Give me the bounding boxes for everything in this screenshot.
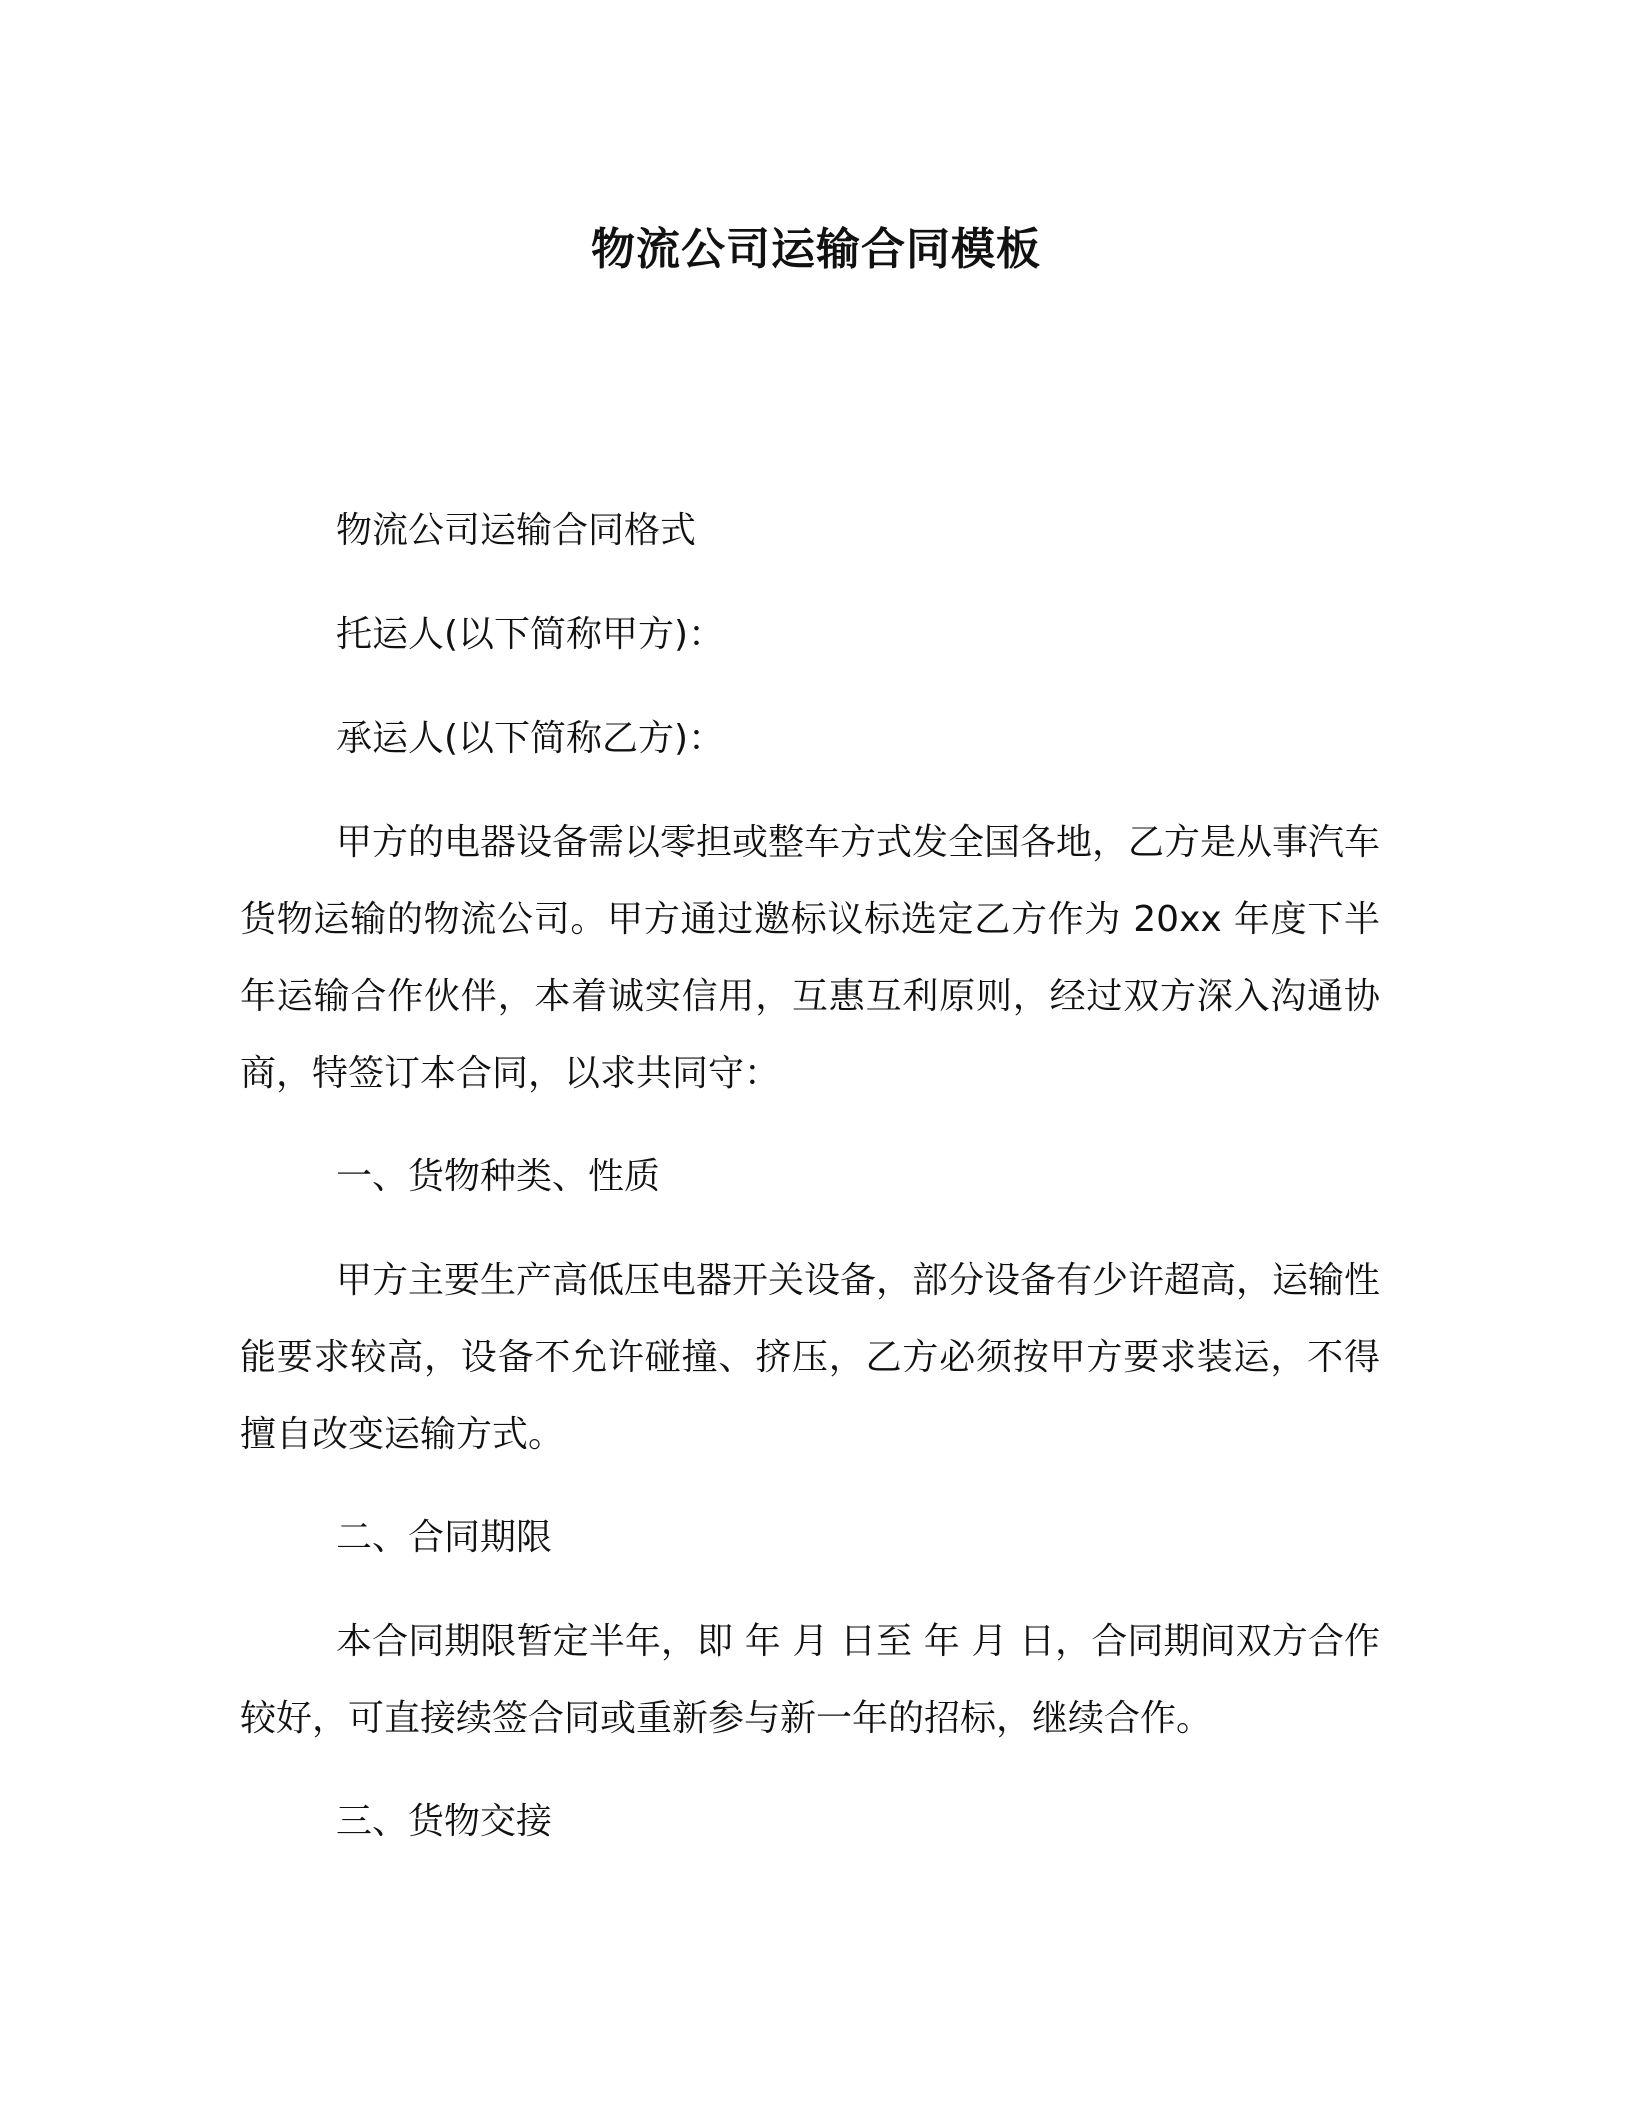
section-heading-contract-term: 二、合同期限 <box>336 1517 553 1558</box>
section-heading-goods-handover: 三、货物交接 <box>336 1801 553 1842</box>
paragraph-preamble: 甲方的电器设备需以零担或整车方式发全国各地，乙方是从事汽车货物运输的物流公司。甲方通过邀标议标选定乙方作为 20xx 年度下半年运输合作伙伴，本着诚实信用，互惠互利原则，经过双方深入沟通协商，特签订本合同，以求共同守： <box>240 822 1381 1094</box>
paragraph-contract-term: 本合同期限暂定半年，即 年 月 日至 年 月 日，合同期间双方合作较好，可直接续签合同或重新参与新一年的招标，继续合作。 <box>240 1621 1380 1739</box>
paragraph-carrier: 承运人(以下简称乙方)： <box>336 718 725 759</box>
paragraph-contract-format: 物流公司运输合同格式 <box>336 510 697 551</box>
section-heading-goods-type: 一、货物种类、性质 <box>336 1156 661 1197</box>
paragraph-shipper: 托运人(以下简称甲方)： <box>336 614 725 655</box>
document-title: 物流公司运输合同模板 <box>591 224 1041 275</box>
paragraph-goods-type: 甲方主要生产高低压电器开关设备，部分设备有少许超高，运输性能要求较高，设备不允许碰撞、挤压，乙方必须按甲方要求装运，不得擅自改变运输方式。 <box>240 1260 1381 1455</box>
document-body <box>240 492 1380 1887</box>
